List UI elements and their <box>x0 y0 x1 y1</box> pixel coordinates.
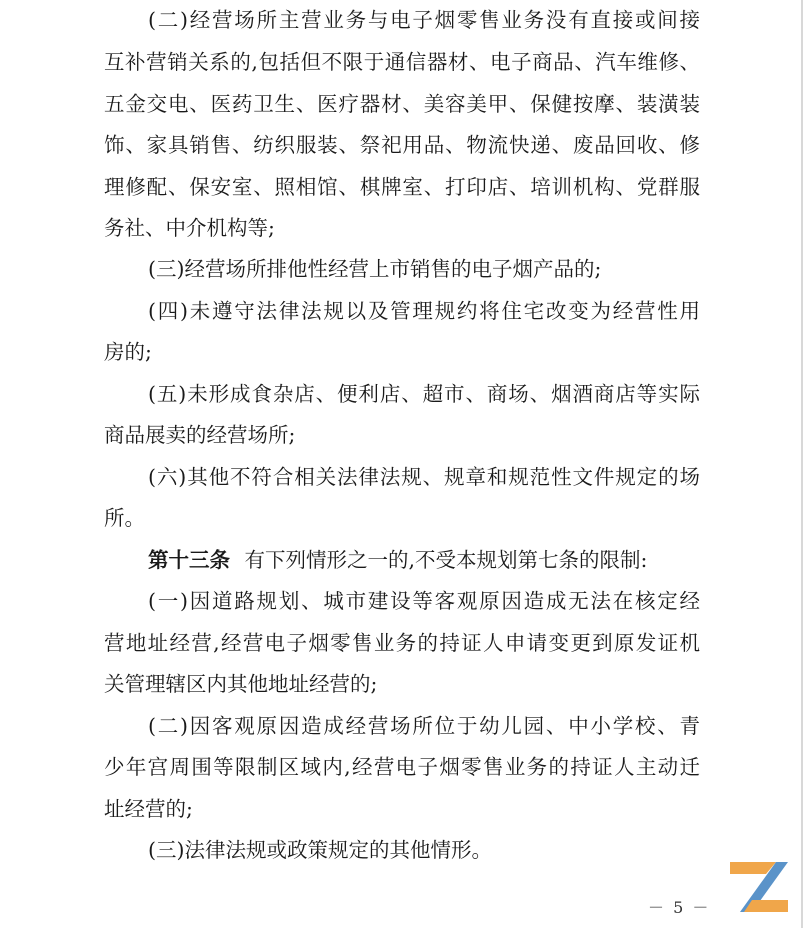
text-line: (四)未遵守法律法规以及管理规约将住宅改变为经营性用 <box>148 299 700 323</box>
text-line: (二)因客观原因造成经营场所位于幼儿园、中小学校、青 <box>148 714 700 738</box>
article-heading: 第十三条 <box>148 548 230 572</box>
text-line: (一)因道路规划、城市建设等客观原因造成无法在核定经 <box>148 589 700 613</box>
text-line: 饰、家具销售、纺织服装、祭祀用品、物流快递、废品回收、修 <box>104 133 700 157</box>
text-line: 关管理辖区内其他地址经营的; <box>104 672 378 696</box>
text-line: (六)其他不符合相关法律法规、规章和规范性文件规定的场 <box>148 465 700 489</box>
text-line: 所。 <box>104 506 145 530</box>
text-line: 务社、中介机构等; <box>104 216 275 240</box>
text-line: 址经营的; <box>104 797 193 821</box>
text-line: 理修配、保安室、照相馆、棋牌室、打印店、培训机构、党群服 <box>104 175 700 199</box>
text-line: (五)未形成食杂店、便利店、超市、商场、烟酒商店等实际 <box>148 382 700 406</box>
text-line: (二)经营场所主营业务与电子烟零售业务没有直接或间接 <box>148 8 700 32</box>
text-line: 互补营销关系的,包括但不限于通信器材、电子商品、汽车维修、 <box>104 50 700 74</box>
article-line <box>148 542 647 578</box>
page-number: － 5 － <box>648 898 711 917</box>
z-logo-icon <box>726 858 792 916</box>
article-text: 有下列情形之一的,不受本规划第七条的限制: <box>244 548 648 572</box>
text-line: (三)经营场所排他性经营上市销售的电子烟产品的; <box>148 257 602 281</box>
text-line: (三)法律法规或政策规定的其他情形。 <box>148 838 492 862</box>
text-line: 五金交电、医药卫生、医疗器材、美容美甲、保健按摩、装潢装 <box>104 92 700 116</box>
text-line: 少年宫周围等限制区域内,经营电子烟零售业务的持证人主动迁 <box>104 755 700 779</box>
text-line: 商品展卖的经营场所; <box>104 423 296 447</box>
text-line: 营地址经营,经营电子烟零售业务的持证人申请变更到原发证机 <box>104 631 700 655</box>
text-line: 房的; <box>104 340 152 364</box>
